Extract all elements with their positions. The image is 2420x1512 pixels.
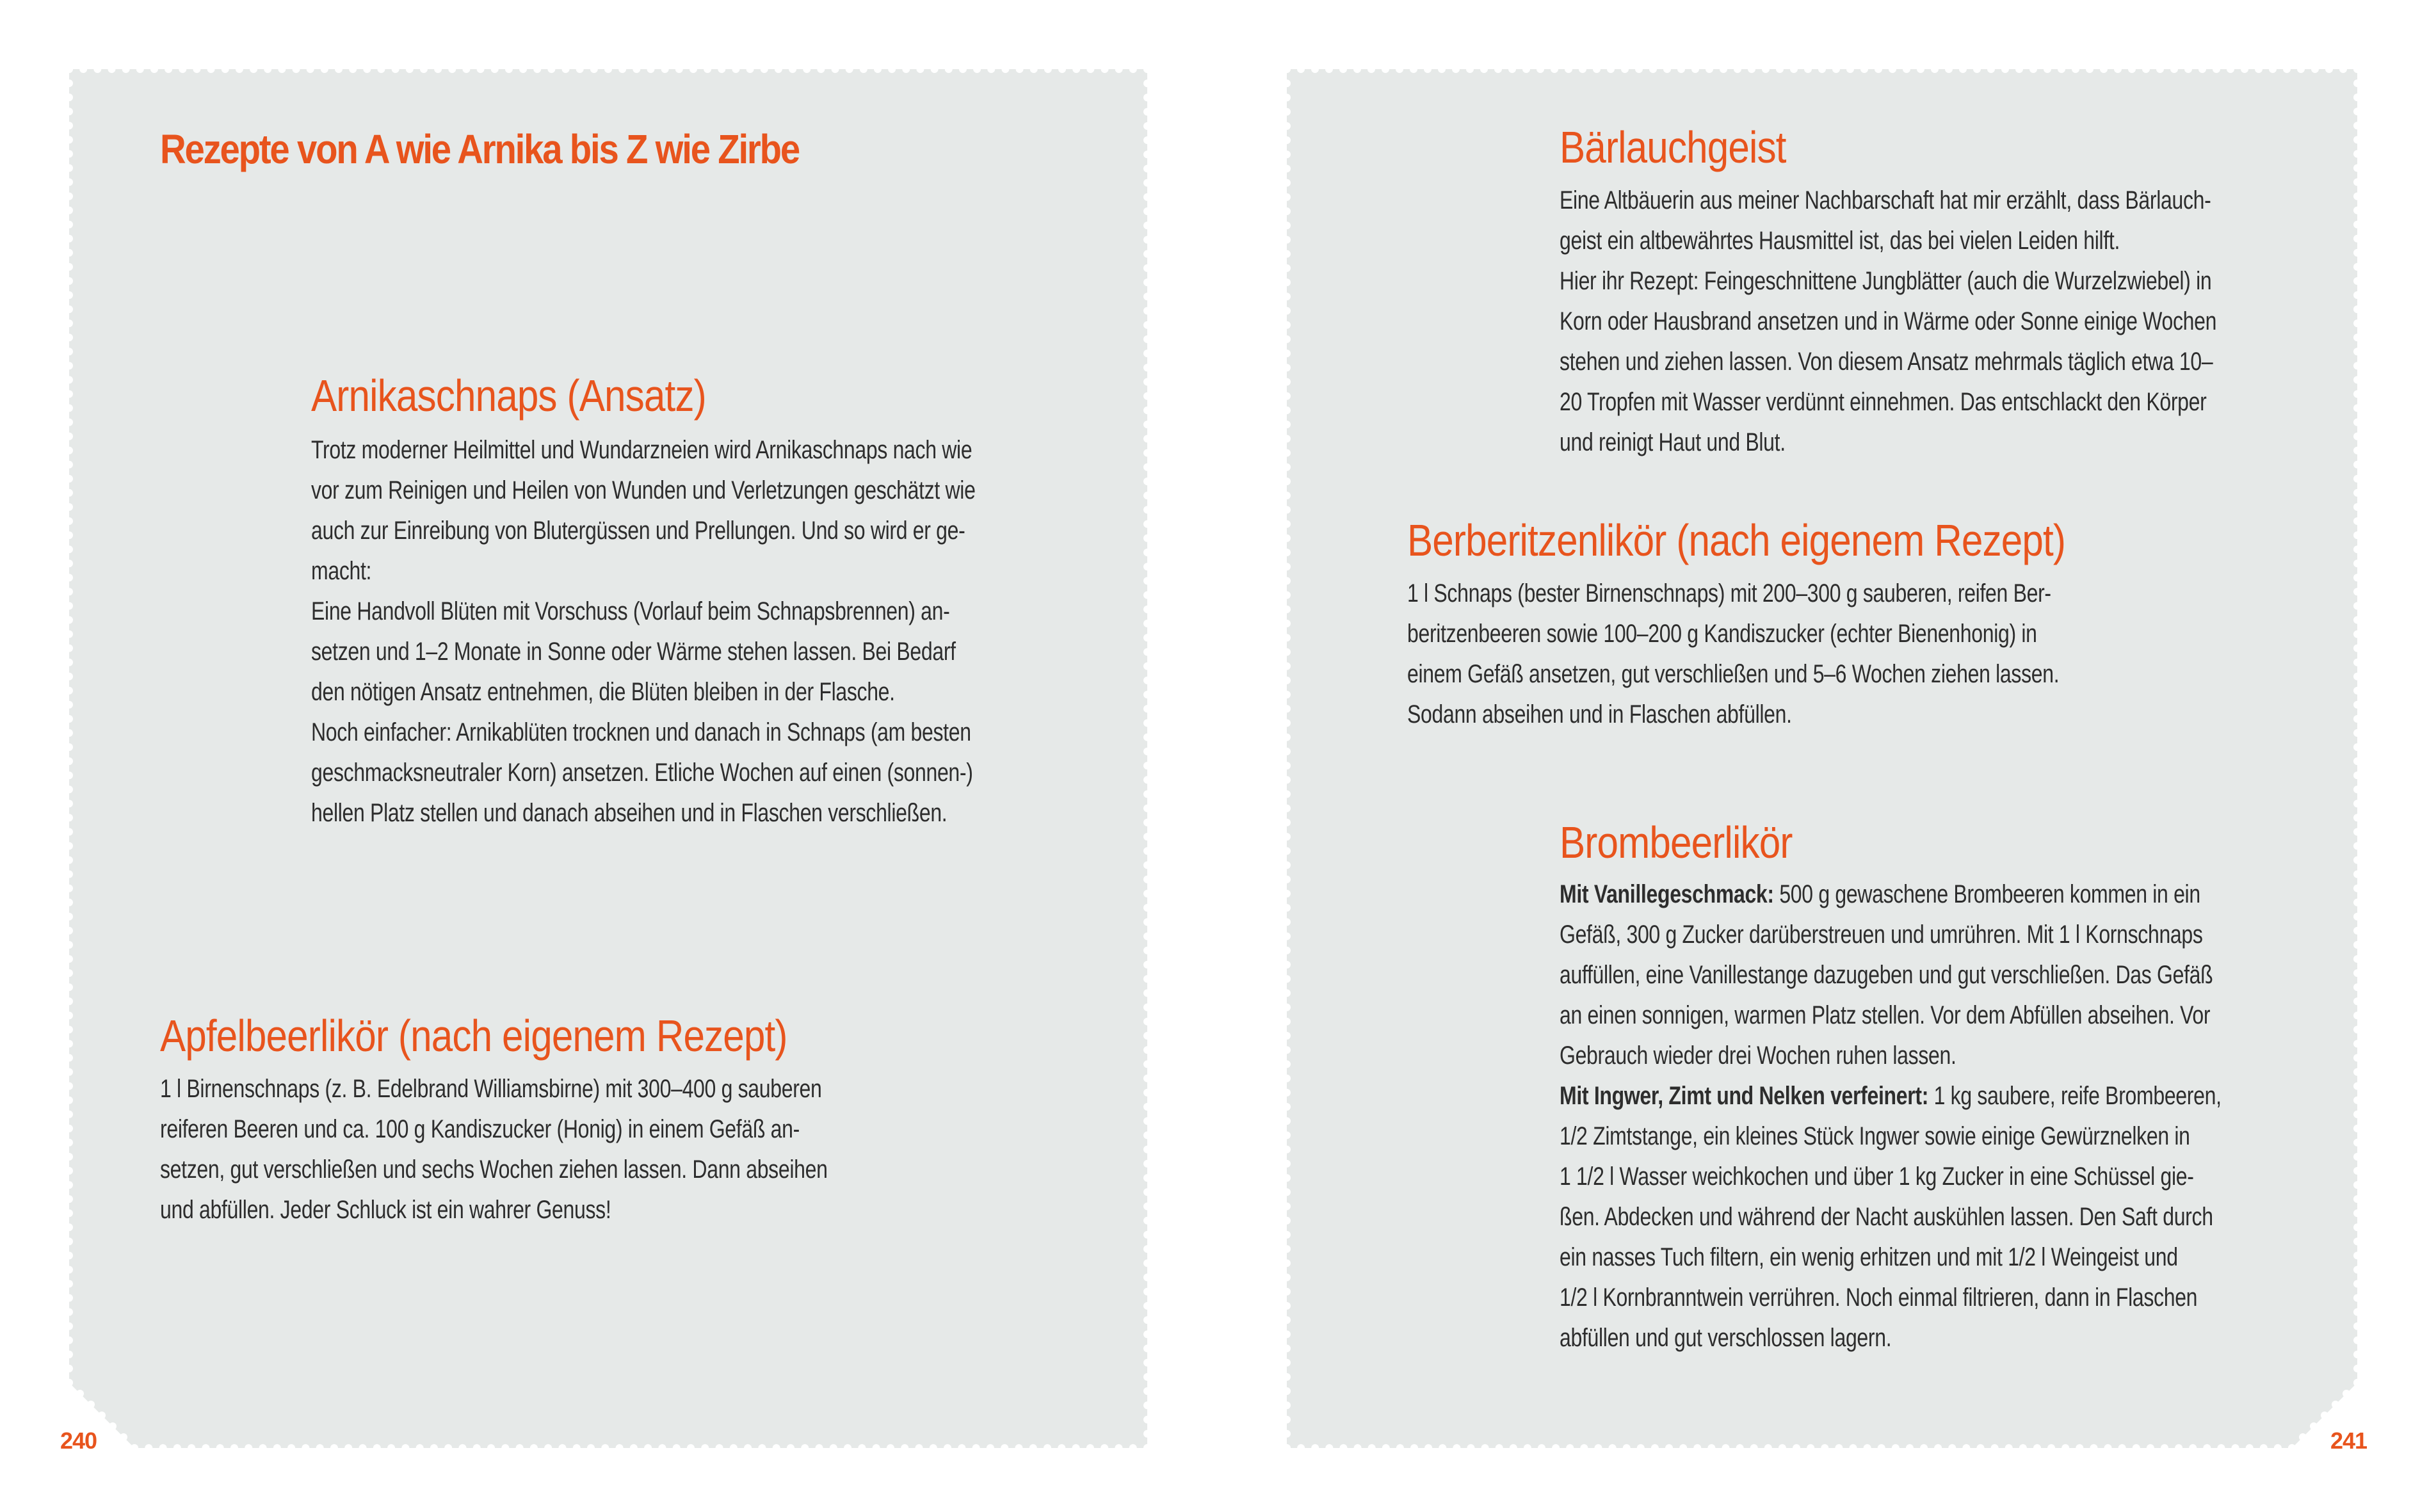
text-line: 20 Tropfen mit Wasser verdünnt einnehmen. Das entschlackt den Körper — [1560, 388, 2207, 416]
text-line: stehen und ziehen lassen. Von diesem Ansatz mehrmals täglich etwa 10– — [1560, 348, 2213, 376]
variant-vanille-first-text: 500 g gewaschene Brombeeren kommen in ein — [1773, 880, 2200, 908]
text-line: den nötigen Ansatz entnehmen, die Blüten bleiben in der Flasche. — [311, 678, 895, 706]
recipe-body-baerlauchgeist — [1560, 181, 2216, 463]
recipe-body-brombeerlikoer — [1560, 874, 2222, 1358]
page-number-right: 241 — [2330, 1428, 2368, 1454]
text-line: ein nasses Tuch filtern, ein wenig erhitzen und mit 1/2 l Weingeist und — [1560, 1243, 2178, 1271]
text-line: 1/2 Zimtstange, ein kleines Stück Ingwer sowie einige Gewürznelken in — [1560, 1122, 2190, 1150]
text-line: vor zum Reinigen und Heilen von Wunden und Verletzungen geschätzt wie — [311, 476, 976, 504]
section-heading: Rezepte von A wie Arnika bis Z wie Zirbe — [160, 126, 799, 172]
text-line: Eine Handvoll Blüten mit Vorschuss (Vorlauf beim Schnapsbrennen) an- — [311, 597, 950, 625]
recipe-body-berberitzenlikoer — [1407, 574, 2059, 735]
text-line: setzen und 1–2 Monate in Sonne oder Wärme stehen lassen. Bei Bedarf — [311, 638, 956, 666]
text-line: und reinigt Haut und Blut. — [1560, 428, 1786, 456]
variant-vanille-lead: Mit Vanillegeschmack: — [1560, 880, 1774, 908]
text-line: Hier ihr Rezept: Feingeschnittene Jungblätter (auch die Wurzelzwiebel) in — [1560, 267, 2212, 295]
text-line: macht: — [311, 557, 372, 585]
text-line: einem Gefäß ansetzen, gut verschließen und 5–6 Wochen ziehen lassen. — [1407, 660, 2060, 688]
text-line: Gefäß, 300 g Zucker darüberstreuen und umrühren. Mit 1 l Kornschnaps — [1560, 921, 2203, 949]
text-line: Korn oder Hausbrand ansetzen und in Wärme oder Sonne einige Wochen — [1560, 307, 2217, 335]
text-line: 1 l Schnaps (bester Birnenschnaps) mit 200–300 g sauberen, reifen Ber- — [1407, 579, 2051, 607]
recipe-body-apfelbeerlikoer — [160, 1069, 828, 1230]
variant-vanille-first-line — [1560, 874, 2222, 915]
text-line: auffüllen, eine Vanillestange dazugeben und gut verschließen. Das Gefäß — [1560, 961, 2213, 989]
text-line: geist ein altbewährtes Hausmittel ist, das bei vielen Leiden hilft. — [1560, 227, 2120, 255]
recipe-body-arnikaschnaps — [311, 430, 976, 833]
text-line: 1 1/2 l Wasser weichkochen und über 1 kg Zucker in eine Schüssel gie- — [1560, 1162, 2194, 1191]
variant-ingwer-lead: Mit Ingwer, Zimt und Nelken verfeinert: — [1560, 1082, 1929, 1110]
text-line: geschmacksneutraler Korn) ansetzen. Etliche Wochen auf einen (sonnen-) — [311, 759, 973, 787]
text-line: setzen, gut verschließen und sechs Wochen ziehen lassen. Dann abseihen — [160, 1155, 828, 1184]
text-line: an einen sonnigen, warmen Platz stellen. Vor dem Abfüllen abseihen. Vor — [1560, 1001, 2211, 1029]
recipe-title-berberitzenlikoer: Berberitzenlikör (nach eigenem Rezept) — [1407, 515, 2066, 565]
recipe-title-baerlauchgeist: Bärlauchgeist — [1560, 122, 1786, 172]
text-line: Eine Altbäuerin aus meiner Nachbarschaft hat mir erzählt, dass Bärlauch- — [1560, 186, 2211, 214]
page-number-left: 240 — [60, 1428, 97, 1454]
text-line: und abfüllen. Jeder Schluck ist ein wahrer Genuss! — [160, 1196, 611, 1224]
text-line: hellen Platz stellen und danach abseihen und in Flaschen verschließen. — [311, 799, 948, 827]
variant-ingwer-first-text: 1 kg saubere, reife Brombeeren, — [1928, 1082, 2222, 1110]
text-line: Sodann abseihen und in Flaschen abfüllen. — [1407, 700, 1792, 728]
text-line: Noch einfacher: Arnikablüten trocknen und danach in Schnaps (am besten — [311, 718, 971, 746]
text-line: reiferen Beeren und ca. 100 g Kandiszucker (Honig) in einem Gefäß an- — [160, 1115, 800, 1143]
recipe-title-brombeerlikoer: Brombeerlikör — [1560, 817, 1793, 867]
text-line: abfüllen und gut verschlossen lagern. — [1560, 1324, 1892, 1352]
recipe-title-apfelbeerlikoer: Apfelbeerlikör (nach eigenem Rezept) — [160, 1011, 787, 1061]
text-line: auch zur Einreibung von Blutergüssen und Prellungen. Und so wird er ge- — [311, 517, 965, 545]
recipe-title-arnikaschnaps: Arnikaschnaps (Ansatz) — [311, 371, 706, 421]
text-line: 1 l Birnenschnaps (z. B. Edelbrand Williamsbirne) mit 300–400 g sauberen — [160, 1075, 822, 1103]
text-line: 1/2 l Kornbranntwein verrühren. Noch einmal filtrieren, dann in Flaschen — [1560, 1283, 2198, 1312]
text-line: Trotz moderner Heilmittel und Wundarzneien wird Arnikaschnaps nach wie — [311, 436, 972, 464]
variant-ingwer-first-line — [1560, 1076, 2222, 1116]
text-line: ßen. Abdecken und während der Nacht auskühlen lassen. Den Saft durch — [1560, 1203, 2213, 1231]
text-line: beritzenbeeren sowie 100–200 g Kandiszucker (echter Bienenhonig) in — [1407, 620, 2037, 648]
text-line: Gebrauch wieder drei Wochen ruhen lassen. — [1560, 1042, 1956, 1070]
